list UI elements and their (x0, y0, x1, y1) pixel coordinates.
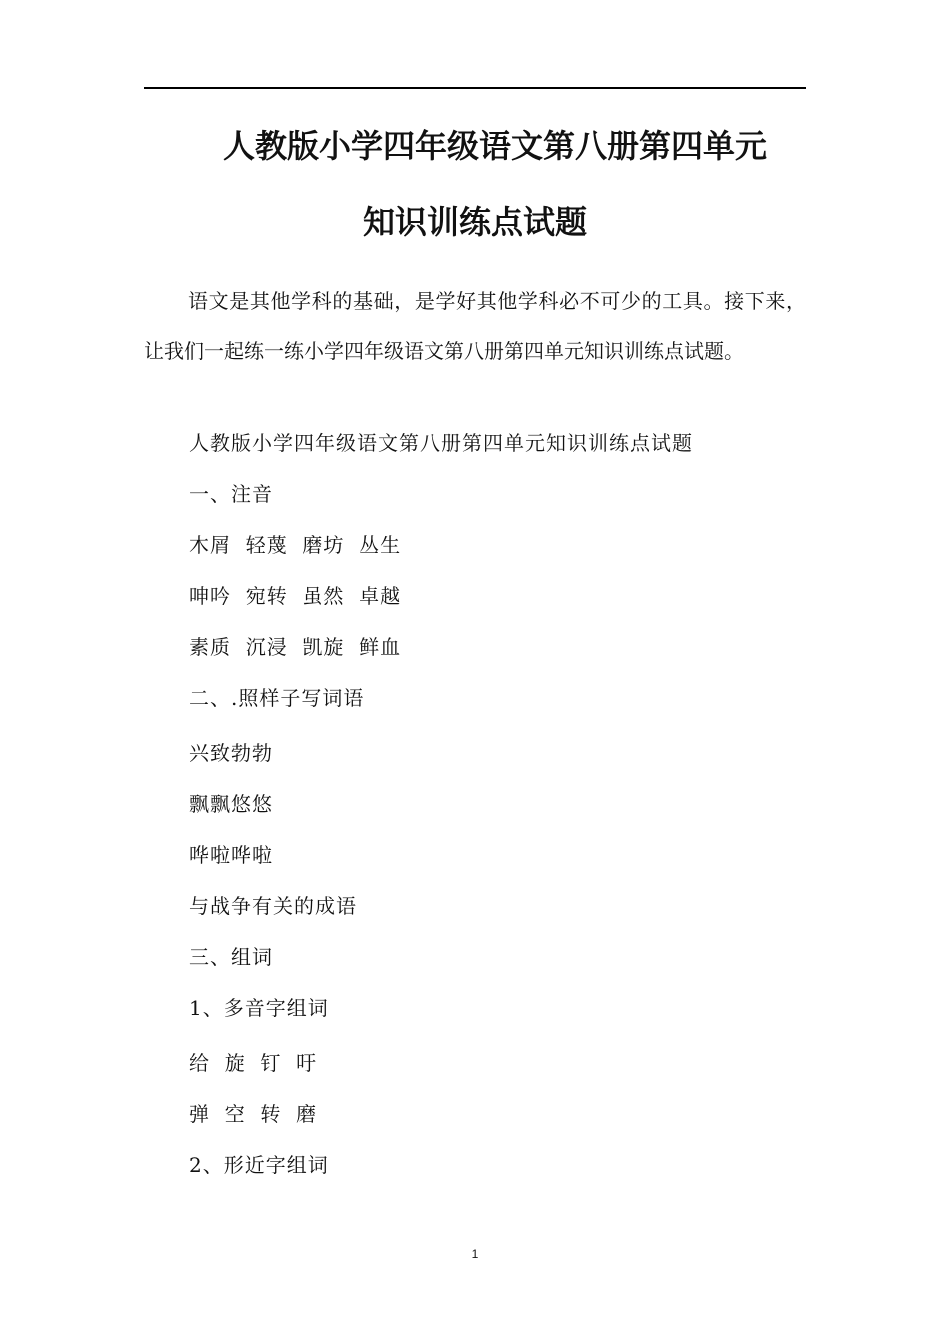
word-example: 与战争有关的成语 (189, 894, 357, 918)
question-heading: 一、注音 (189, 482, 273, 506)
intro-paragraph: 语文是其他学科的基础，是学好其他学科必不可少的工具。接下来，让我们一起练一练小学四年级语文第八册第四单元知识训练点试题。 (144, 289, 806, 363)
sub-question: 2、形近字组词 (189, 1153, 329, 1177)
word-row: 呻吟 宛转 虽然 卓越 (189, 584, 402, 608)
word-row: 木屑 轻蔑 磨坊 丛生 (189, 533, 402, 557)
question-heading: 三、组词 (189, 945, 273, 969)
char-row: 给 旋 钉 吁 (189, 1051, 318, 1075)
question-heading: 二、.照样子写词语 (189, 686, 365, 710)
word-row: 素质 沉浸 凯旋 鲜血 (189, 635, 402, 659)
section-heading: 人教版小学四年级语文第八册第四单元知识训练点试题 (189, 431, 693, 455)
sub-question: 1、多音字组词 (189, 996, 329, 1020)
word-example: 哗啦哗啦 (189, 843, 273, 867)
word-example: 兴致勃勃 (189, 741, 273, 765)
header-rule (144, 87, 806, 89)
document-title-line2: 知识训练点试题 (362, 203, 587, 241)
document-title-line1: 人教版小学四年级语文第八册第四单元 (223, 127, 768, 165)
word-example: 飘飘悠悠 (189, 792, 273, 816)
char-row: 弹 空 转 磨 (189, 1102, 318, 1126)
page-number: 1 (471, 1247, 479, 1261)
